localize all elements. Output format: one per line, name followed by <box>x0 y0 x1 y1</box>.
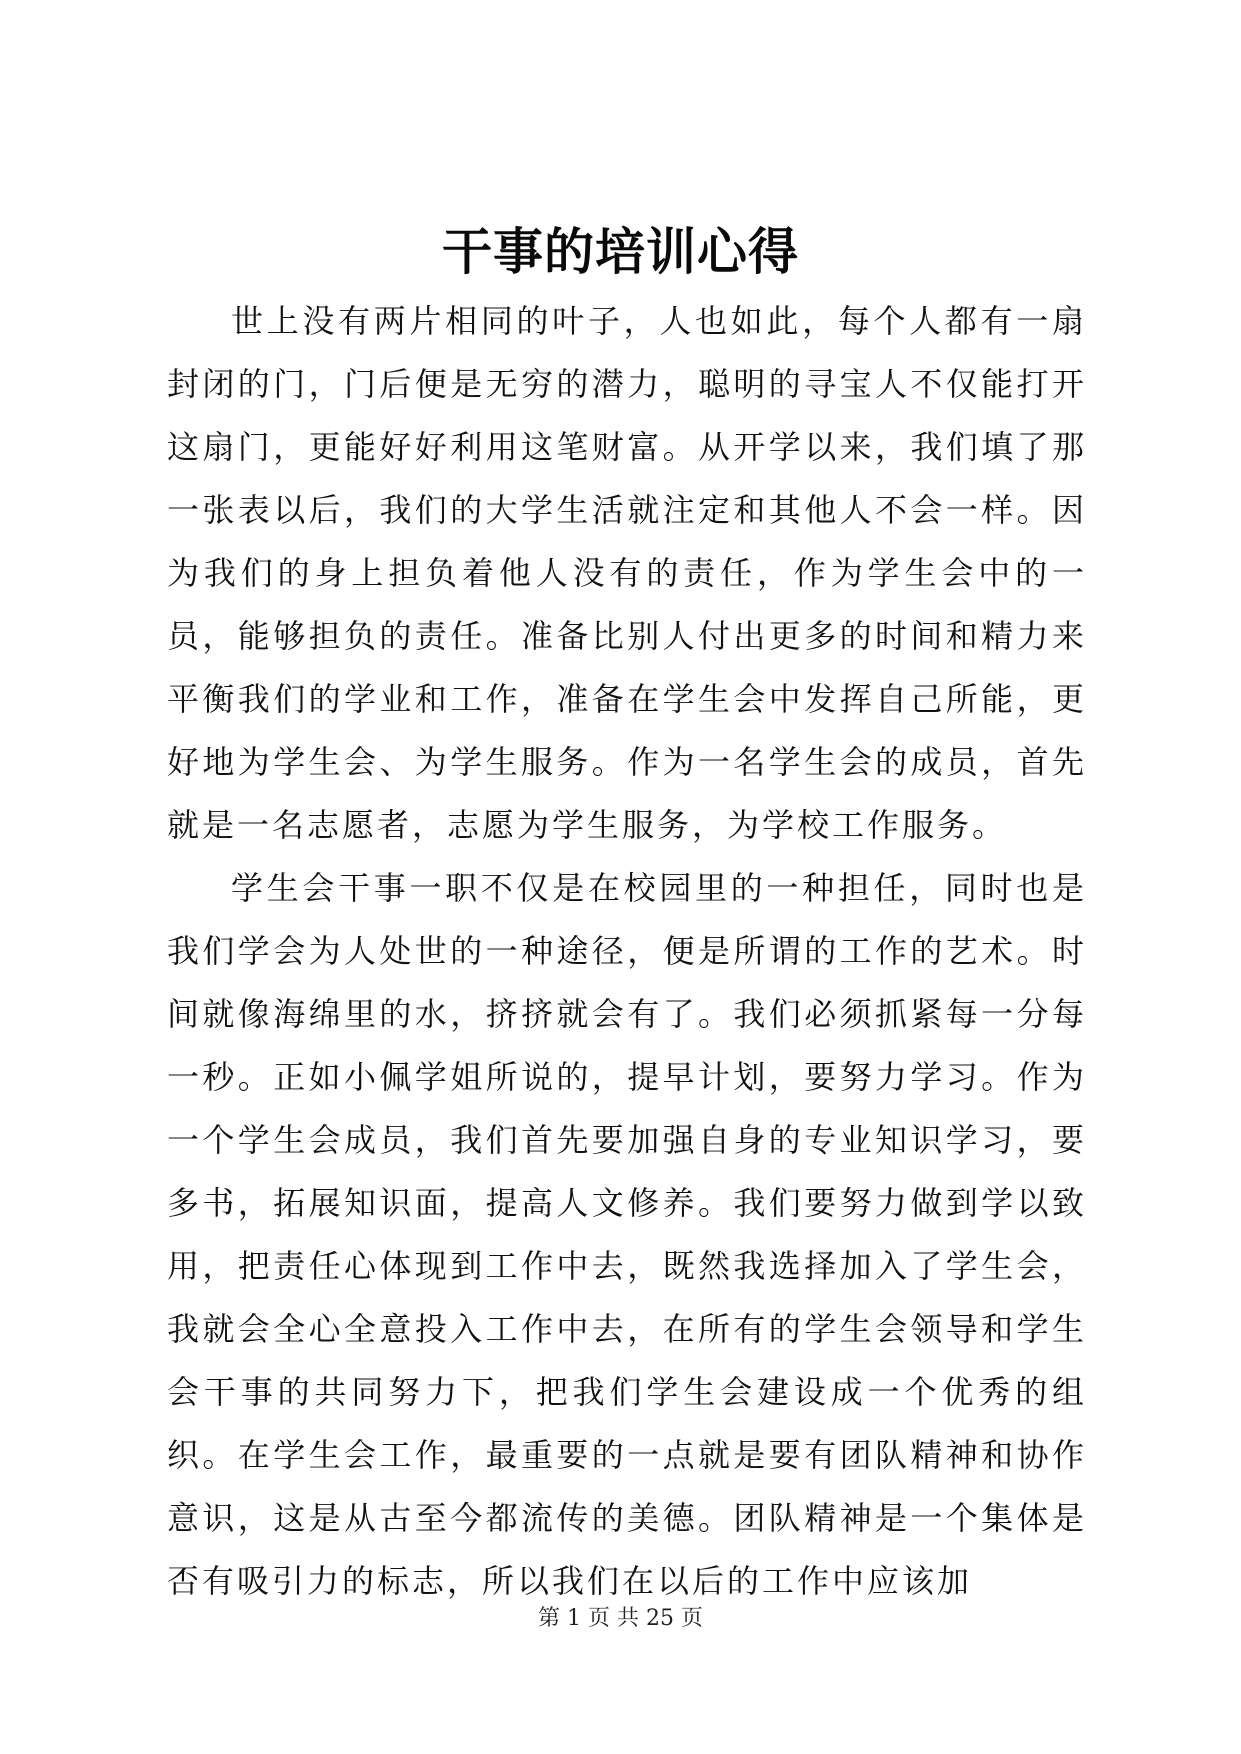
paragraph-1: 世上没有两片相同的叶子，人也如此，每个人都有一扇封闭的门，门后便是无穷的潜力，聪明的寻宝人不仅能打开这扇门，更能好好利用这笔财富。从开学以来，我们填了那一张表以后，我们的大学生活就注定和其他人不会一样。因为我们的身上担负着他人没有的责任，作为学生会中的一员，能够担负的责任。准备比别人付出更多的时间和精力来平衡我们的学业和工作，准备在学生会中发挥自己所能，更好地为学生会、为学生服务。作为一名学生会的成员，首先就是一名志愿者，志愿为学生服务，为学校工作服务。 <box>167 302 1087 844</box>
paragraph-2: 学生会干事一职不仅是在校园里的一种担任，同时也是我们学会为人处世的一种途径，便是所谓的工作的艺术。时间就像海绵里的水，挤挤就会有了。我们必须抓紧每一分每一秒。正如小佩学姐所说的，提早计划，要努力学习。作为一个学生会成员，我们首先要加强自身的专业知识学习，要多书，拓展知识面，提高人文修养。我们要努力做到学以致用，把责任心体现到工作中去，既然我选择加入了学生会，我就会全心全意投入工作中去，在所有的学生会领导和学生会干事的共同努力下，把我们学生会建设成一个优秀的组织。在学生会工作，最重要的一点就是要有团队精神和协作意识，这是从古至今都流传的美德。团队精神是一个集体是否有吸引力的标志，所以我们在以后的工作中应该加 <box>167 869 1087 1600</box>
page-number: 第 1 页 共 25 页 <box>538 1606 703 1631</box>
document-body <box>167 290 1087 1613</box>
document-title: 干事的培训心得 <box>442 222 799 281</box>
page-footer <box>0 1604 1241 1634</box>
